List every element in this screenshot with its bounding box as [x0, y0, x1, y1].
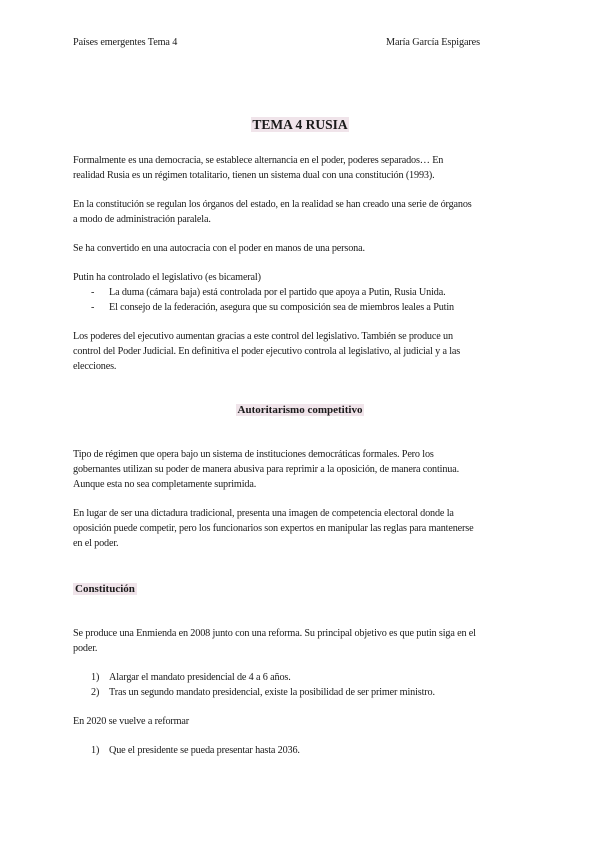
- bullet-item-duma: La duma (cámara baja) está controlada por el partido que apoya a Putin, Rusia Unida.: [109, 287, 446, 298]
- auto-p1-line1: Tipo de régimen que opera bajo un sistema de instituciones democráticas formales. Pero los: [73, 449, 434, 460]
- intro-p5-line3: elecciones.: [73, 361, 117, 372]
- bullet-marker: -: [91, 302, 95, 313]
- section-heading-constitucion-text: Constitución: [75, 583, 135, 595]
- list-item: Que el presidente se pueda presentar hasta 2036.: [109, 745, 300, 756]
- auto-p2-line1: En lugar de ser una dictadura tradicional, presenta una imagen de competencia electoral donde la: [73, 508, 454, 519]
- header-left: Países emergentes Tema 4: [73, 37, 178, 48]
- auto-p2-line2: oposición puede competir, pero los funcionarios son expertos en manipular las reglas para mantenerse: [73, 523, 474, 534]
- section-heading-autoritarismo-text: Autoritarismo competitivo: [237, 404, 363, 416]
- list-number: 2): [91, 687, 100, 698]
- intro-p1-line1: Formalmente es una democracia, se establece alternancia en el poder, poderes separados… En: [73, 155, 444, 166]
- const-p1-line2: poder.: [73, 643, 98, 654]
- bullet-marker: -: [91, 287, 95, 298]
- auto-p1-line2: gobernantes utilizan su poder de manera abusiva para reprimir a la oposición, de manera continua.: [73, 464, 460, 475]
- list-item: Tras un segundo mandato presidencial, existe la posibilidad de ser primer ministro.: [109, 687, 435, 698]
- page-title: [0, 117, 600, 133]
- list-item: Alargar el mandato presidencial de 4 a 6 años.: [109, 672, 291, 683]
- section-heading-constitucion: [73, 583, 137, 595]
- intro-p2-line1: En la constitución se regulan los órganos del estado, en la realidad se han creado una serie de órganos: [73, 199, 472, 210]
- const-p2: En 2020 se vuelve a reformar: [73, 716, 190, 727]
- intro-p3: Se ha convertido en una autocracia con el poder en manos de una persona.: [73, 243, 365, 254]
- list-number: 1): [91, 745, 100, 756]
- bullet-item-consejo: El consejo de la federación, asegura que su composición sea de miembros leales a Putin: [109, 302, 454, 313]
- intro-p4: Putin ha controlado el legislativo (es bicameral): [73, 272, 261, 283]
- auto-p1-line3: Aunque esta no sea completamente suprimida.: [73, 479, 257, 490]
- page-title-text: TEMA 4 RUSIA: [252, 117, 348, 132]
- section-heading-autoritarismo: [0, 404, 600, 416]
- list-number: 1): [91, 672, 100, 683]
- auto-p2-line3: en el poder.: [73, 538, 119, 549]
- intro-p5-line2: control del Poder Judicial. En definitiva el poder ejecutivo controla al legislativo, al judicial y a las: [73, 346, 461, 357]
- intro-p1-line2: realidad Rusia es un régimen totalitario, tienen un sistema dual con una constitución (1993).: [73, 170, 435, 181]
- intro-p5-line1: Los poderes del ejecutivo aumentan gracias a este control del legislativo. También se produce un: [73, 331, 453, 342]
- header-right: María García Espigares: [386, 37, 480, 48]
- intro-p2-line2: a modo de administración paralela.: [73, 214, 211, 225]
- const-p1-line1: Se produce una Enmienda en 2008 junto con una reforma. Su principal objetivo es que putin siga en el: [73, 628, 476, 639]
